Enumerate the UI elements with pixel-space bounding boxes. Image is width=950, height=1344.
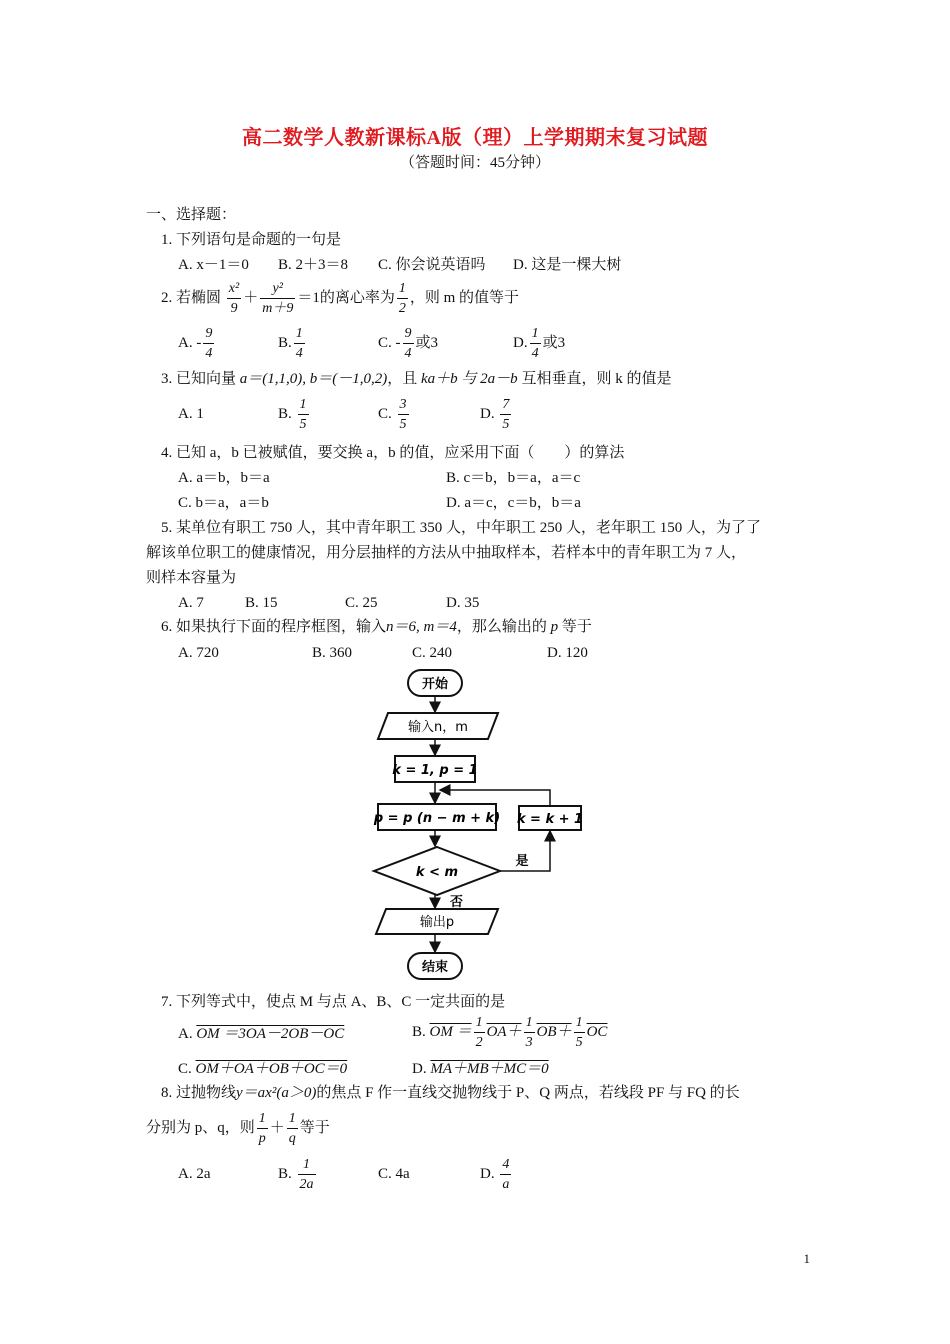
q1-option-c: C. 你会说英语吗 xyxy=(378,257,486,273)
q6-option-c: C. 240 xyxy=(412,645,453,661)
flow-yes-label: 是 xyxy=(515,854,529,869)
q3-option-a: A. 1 xyxy=(178,406,204,422)
q5-line-2: 解该单位职工的健康情况，用分层抽样的方法从中抽取样本，若样本中的青年职工为 7 人， xyxy=(146,545,747,561)
q7-option-d: D. MA＋MB＋MC＝0 xyxy=(412,1061,549,1077)
q4-stem: 4. 已知 a，b 已被赋值，要交换 a，b 的值，应采用下面（ ）的算法 xyxy=(161,445,625,461)
q4-option-a: A. a＝b，b＝a xyxy=(178,470,270,486)
q5-option-d: D. 35 xyxy=(446,595,480,611)
q4-option-c: C. b＝a，a＝b xyxy=(178,495,269,511)
q4-option-b: B. c＝b，b＝a，a＝c xyxy=(446,470,581,486)
q6-option-d: D. 120 xyxy=(547,645,588,661)
q6-option-b: B. 360 xyxy=(312,645,353,661)
q4-option-d: D. a＝c，c＝b，b＝a xyxy=(446,495,581,511)
q7-option-a: A. OM ＝3OA－2OB－OC xyxy=(178,1026,345,1042)
q8-line-1: 8. 过抛物线y＝ax²(a＞0)的焦点 F 作一直线交抛物线于 P、Q 两点，若线段 PF 与 FQ 的长 xyxy=(161,1085,740,1101)
page-subtitle: （答题时间：45分钟） xyxy=(399,155,550,171)
flow-output: 输出p xyxy=(419,915,455,930)
q2-option-d: D. $\frac{1}{4}$ 或3 xyxy=(513,325,566,361)
q2-option-a: A. - $\frac{9}{4}$ xyxy=(178,325,213,361)
q1-option-d: D. 这是一棵大树 xyxy=(513,257,622,273)
q8-option-a: A. 2a xyxy=(178,1166,211,1182)
q2-stem: 2. 若椭圆 $\frac{\text{x²}}{9}$ ＋ $\frac{\text{y²}}{m+9}$ ＝1的离心率为 $\frac{1}{2}$ ，则 m 的值等于 xyxy=(161,280,520,316)
flow-no-label: 否 xyxy=(450,895,464,910)
q7-option-c: C. OM＋OA＋OB＋OC＝0 xyxy=(178,1061,348,1077)
q8-option-c: C. 4a xyxy=(378,1166,410,1182)
page-number: 1 xyxy=(803,1251,810,1266)
q1-stem: 1. 下列语句是命题的一句是 xyxy=(161,232,342,248)
flow-increment: k = k + 1 xyxy=(516,812,584,827)
flow-start: 开始 xyxy=(421,677,449,692)
section-heading: 一、选择题： xyxy=(146,207,237,223)
q3-stem: 3. 已知向量 a＝(1,1,0), b＝(－1,0,2)，且 ka＋b 与 2a－b 互相垂直，则 k 的值是 xyxy=(161,371,672,387)
q6-option-a: A. 720 xyxy=(178,645,219,661)
q1-option-a: A. x－1＝0 xyxy=(178,257,249,273)
flow-input: 输入n，m xyxy=(408,720,468,735)
program-flowchart xyxy=(360,664,600,984)
q5-line-1: 5. 某单位有职工 750 人，其中青年职工 350 人，中年职工 250 人，老年职工 150 人，为了了 xyxy=(161,520,762,536)
q3-option-b: B. $\frac{1}{5}$ xyxy=(278,396,307,432)
q5-option-b: B. 15 xyxy=(245,595,278,611)
flow-condition: k < m xyxy=(415,865,459,880)
page-title: 高二数学人教新课标A版（理）上学期期末复习试题 xyxy=(242,127,708,149)
flow-init: k = 1, p = 1 xyxy=(392,763,478,778)
q3-option-d: D. $\frac{7}{5}$ xyxy=(480,396,510,432)
q8-option-b: B. $\frac{1}{2a}$ xyxy=(278,1156,314,1192)
flow-end: 结束 xyxy=(421,960,449,975)
q7-stem: 7. 下列等式中，使点 M 与点 A、B、C 一定共面的是 xyxy=(161,994,506,1010)
q2-fraction-x: $\frac{\text{x²}}{9}$ xyxy=(228,280,240,316)
q2-option-b: B. $\frac{1}{4}$ xyxy=(278,325,303,361)
flow-calc: p = p (n − m + k) xyxy=(373,811,501,826)
q3-option-c: C. $\frac{3}{5}$ xyxy=(378,396,407,432)
q2-option-c: C. - $\frac{9}{4}$ 或3 xyxy=(378,325,439,361)
q8-option-d: D. $\frac{4}{a}$ xyxy=(480,1156,510,1192)
q5-option-a: A. 7 xyxy=(178,595,204,611)
q5-line-3: 则样本容量为 xyxy=(146,570,237,586)
q5-option-c: C. 25 xyxy=(345,595,378,611)
q1-option-b: B. 2＋3＝8 xyxy=(278,257,349,273)
q8-line-2: 分别为 p、q，则 $\frac{1}{p}$ ＋ $\frac{1}{q}$ 等于 xyxy=(146,1110,330,1146)
q2-eccentricity: $\frac{1}{2}$ xyxy=(398,280,406,316)
q6-stem: 6. 如果执行下面的程序框图，输入n＝6, m＝4，那么输出的 p 等于 xyxy=(161,619,592,635)
q2-fraction-y: $\frac{\text{y²}}{m+9}$ xyxy=(262,280,294,316)
q7-option-b: B. OM ＝ $\frac{1}{2}$ OA＋ $\frac{1}{3}$ OB＋ $\frac{1}{5}$ $\overline{OC}$ xyxy=(412,1014,608,1050)
